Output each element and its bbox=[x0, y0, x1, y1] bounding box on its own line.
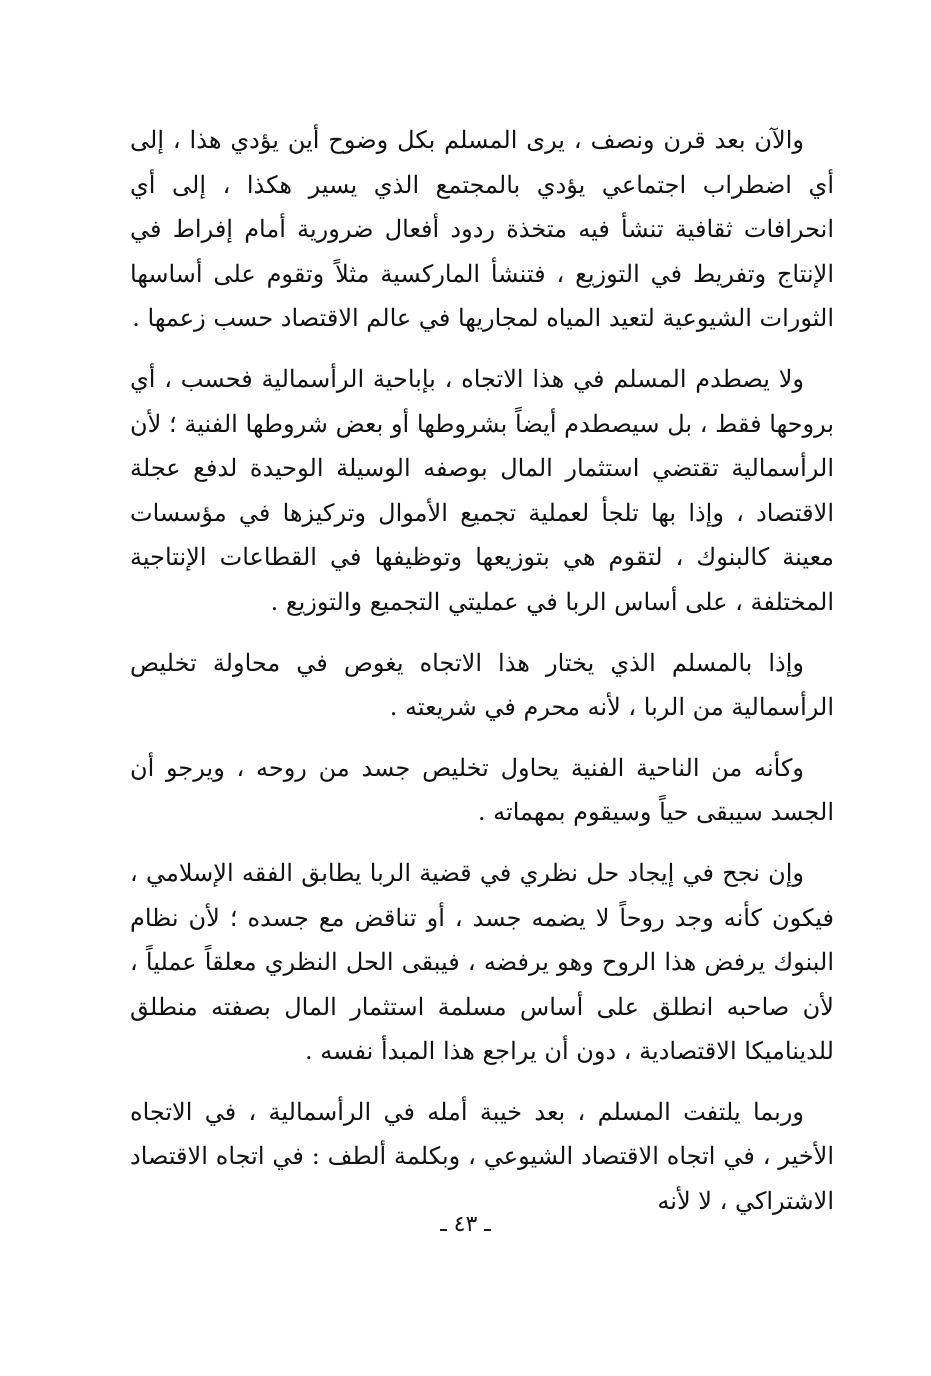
paragraph-6: وربما يلتفت المسلم ، بعد خيبة أمله في الرأسمالية ، في الاتجاه الأخير ، في اتجاه الاقتصاد الشيوعي ، وبكلمة ألطف : في اتجاه الاقتصاد الاشتراكي ، لا لأنه bbox=[130, 1097, 834, 1216]
body-text bbox=[130, 118, 834, 1240]
paragraph-3: وإذا بالمسلم الذي يختار هذا الاتجاه يغوص في محاولة تخليص الرأسمالية من الربا ، لأنه محرم في شريعته . bbox=[130, 648, 834, 722]
paragraph-2: ولا يصطدم المسلم في هذا الاتجاه ، بإباحية الرأسمالية فحسب ، أي بروحها فقط ، بل سيصطدم أيضاً بشروطها أو بعض شروطها الفنية ؛ لأن الرأسمالية تقتضي استثمار المال بوصفه الوسيلة الوحيدة لدفع عجلة الاقتصاد ، وإذا بها تلجأ لعملية تجميع الأموال وتركيزها في مؤسسات معينة كالبنوك ، لتقوم هي بتوزيعها وتوظيفها في القطاعات الإنتاجية المختلفة ، على أساس الربا في عمليتي التجميع والتوزيع . bbox=[130, 364, 834, 616]
page-number: ـ ٤٣ ـ bbox=[440, 1212, 491, 1237]
paragraph-4: وكأنه من الناحية الفنية يحاول تخليص جسد من روحه ، ويرجو أن الجسد سيبقى حياً وسيقوم بمهماته . bbox=[130, 753, 834, 827]
paragraph-1: والآن بعد قرن ونصف ، يرى المسلم بكل وضوح أين يؤدي هذا ، إلى أي اضطراب اجتماعي يؤدي بالمجتمع الذي يسير هكذا ، إلى أي انحرافات ثقافية تنشأ فيه متخذة ردود أفعال ضرورية أمام إفراط في الإنتاج وتفريط في التوزيع ، فتنشأ الماركسية مثلاً وتقوم على أساسها الثورات الشيوعية لتعيد المياه لمجاريها في عالم الاقتصاد حسب زعمها . bbox=[130, 126, 834, 333]
paragraph-5: وإن نجح في إيجاد حل نظري في قضية الربا يطابق الفقه الإسلامي ، فيكون كأنه وجد روحاً لا يضمه جسد ، أو تناقض مع جسده ؛ لأن نظام البنوك يرفض هذا الروح وهو يرفضه ، فيبقى الحل النظري معلقاً عملياً ، لأن صاحبه انطلق على أساس مسلمة استثمار المال بصفته منطلق للديناميكا الاقتصادية ، دون أن يراجع هذا المبدأ نفسه . bbox=[130, 858, 834, 1066]
